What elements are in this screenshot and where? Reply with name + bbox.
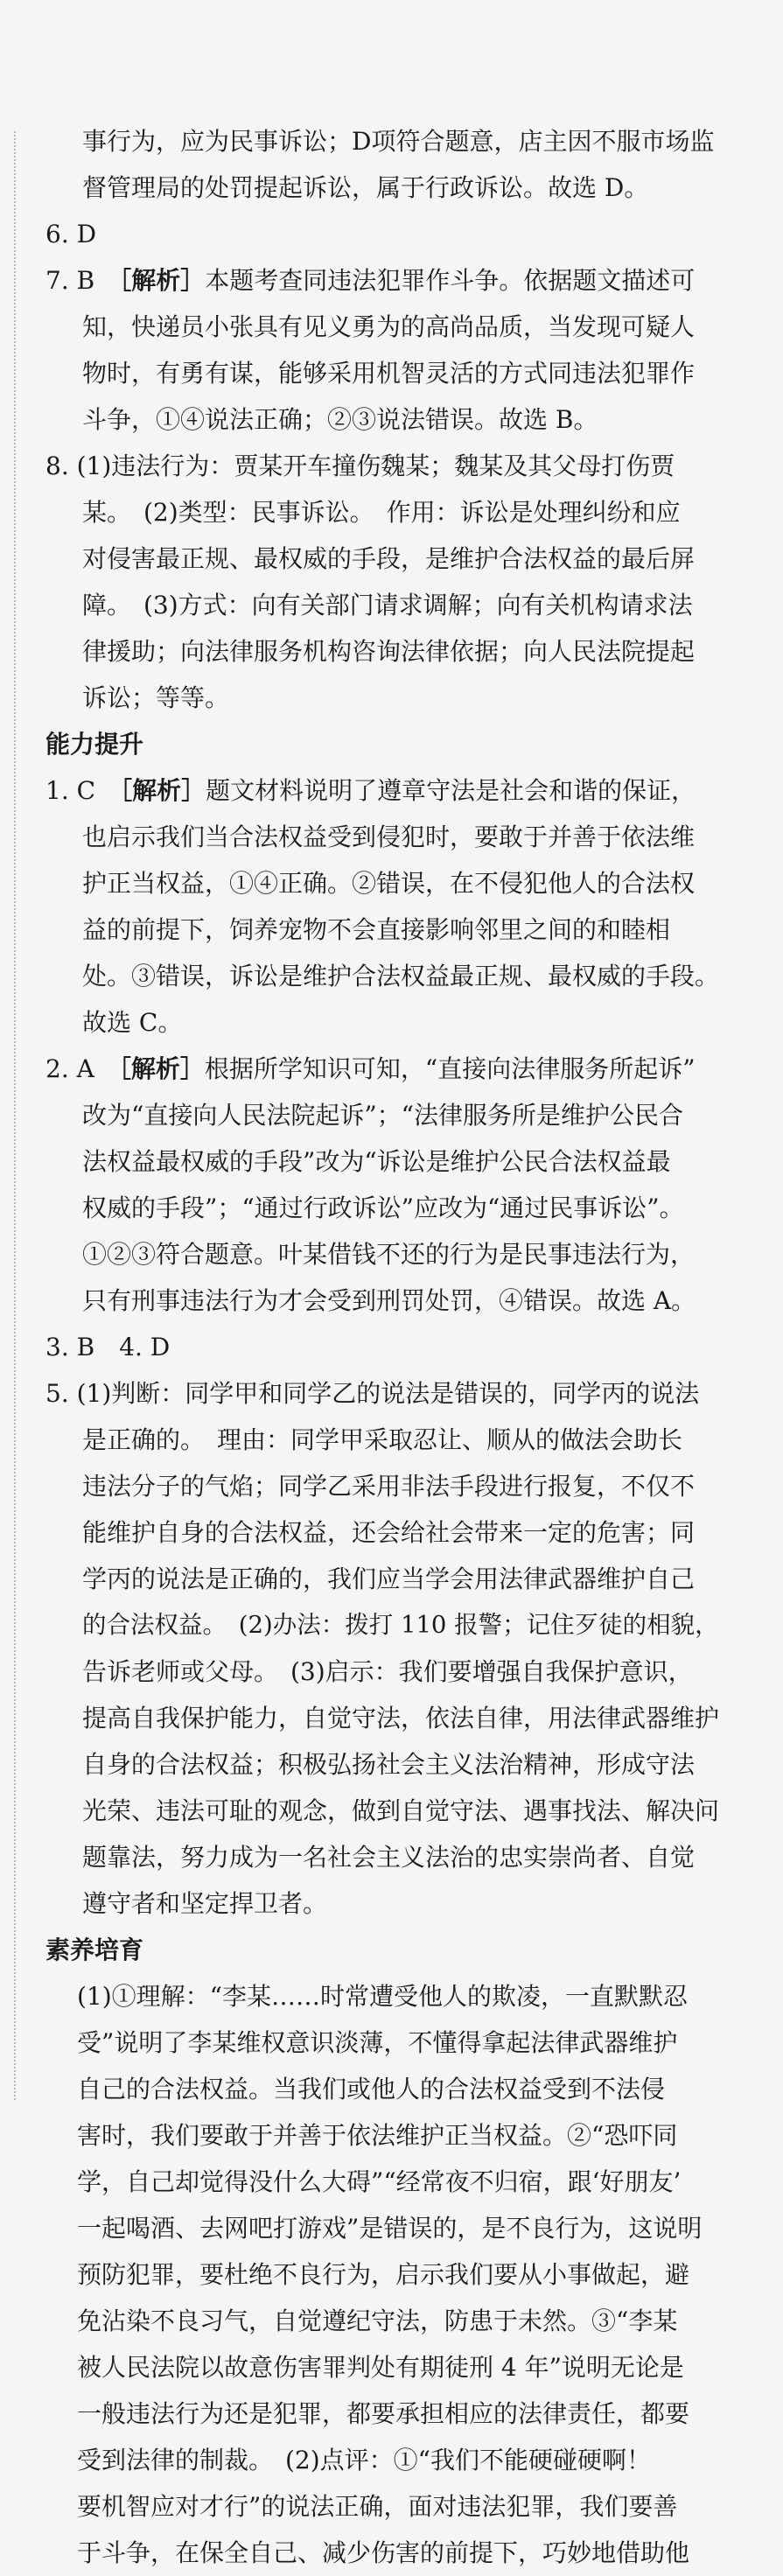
- literacy-line: 于斗争，在保全自己、减少伤害的前提下，巧妙地借助他: [77, 2538, 690, 2567]
- literacy-line: 一起喝酒、去网吧打游戏”是错误的，是不良行为，这说明: [77, 2214, 703, 2243]
- answer-a5-line: 题靠法，努力成为一名社会主义法治的忠实崇尚者、自觉: [82, 1843, 696, 1872]
- answer-a2-line: ①②③符合题意。叶某借钱不还的行为是民事违法行为，: [82, 1240, 696, 1269]
- answer-a2-first-line: [45, 1046, 726, 1092]
- answer-a2-line: 法权益最权威的手段”改为“诉讼是维护公民合法权益最: [82, 1147, 671, 1176]
- answer-a5-line: 遵守者和坚定捍卫者。: [82, 1889, 328, 1918]
- literacy-line: 学，自己却觉得没什么大碍”“经常夜不归宿，跟‘好朋友’: [77, 2167, 682, 2196]
- section-heading-literacy: 素养培育: [45, 1936, 144, 1964]
- answer-q8-line: 律援助；向法律服务机构咨询法律依据；向人民法院提起: [82, 637, 696, 666]
- answer-a3-a4: 3. B 4. D: [45, 1333, 171, 1362]
- answer-a5-line: 能维护自身的合法权益，还会给社会带来一定的危害；同: [82, 1518, 696, 1547]
- literacy-line: 预防犯罪，要杜绝不良行为，启示我们要从小事做起，避: [77, 2260, 690, 2289]
- answer-q8-line: 某。 (2)类型：民事诉讼。 作用：诉讼是处理纠纷和应: [82, 498, 681, 527]
- answer-q7-first-line: [45, 257, 726, 304]
- answer-a5-line: 提高自我保护能力，自觉守法，依法自律，用法律武器维护: [82, 1704, 720, 1732]
- binding-margin-line: [14, 131, 16, 2100]
- answer-a1-line: 护正当权益，①④正确。②错误，在不侵犯他人的合法权: [82, 869, 696, 898]
- literacy-line: 受”说明了李某维权意识淡薄，不懂得拿起法律武器维护: [77, 2028, 678, 2057]
- answer-q8-first-line: 8. (1)违法行为：贾某开车撞伤魏某；魏某及其父母打伤贾: [45, 452, 675, 480]
- answer-a5-line: 告诉老师或父母。 (3)启示：我们要增强自我保护意识，: [82, 1657, 693, 1686]
- analysis-tag: ［解析］: [120, 776, 206, 805]
- literacy-line: 受到法律的制裁。 (2)点评：①“我们不能硬碰硬啊！: [77, 2446, 651, 2474]
- answer-a5-first-line: 5. (1)判断：同学甲和同学乙的说法是错误的，同学丙的说法: [45, 1379, 700, 1408]
- section-heading-ability: 能力提升: [45, 730, 144, 759]
- literacy-line: 害时，我们要敢于并善于依法维护正当权益。②“恐吓同: [77, 2121, 678, 2150]
- literacy-line: 自己的合法权益。当我们或他人的合法权益受到不法侵: [77, 2075, 666, 2104]
- answer-number: 1. C: [45, 776, 96, 805]
- answer-a5-line: 是正确的。 理由：同学甲采取忍让、顺从的做法会助长: [82, 1425, 683, 1454]
- literacy-line: 免沾染不良习气，自觉遵纪守法，防患于未然。③“李某: [77, 2306, 678, 2335]
- analysis-tag: ［解析］: [118, 1054, 205, 1083]
- literacy-line: 要机智应对才行”的说法正确，面对违法犯罪，我们要善: [77, 2492, 678, 2521]
- answer-a5-line: 违法分子的气焰；同学乙采用非法手段进行报复，不仅不: [82, 1472, 696, 1501]
- answer-q8-line: 障。 (3)方式：向有关部门请求调解；向有关机构请求法: [82, 591, 693, 620]
- answer-a1-line: 益的前提下，饲养宠物不会直接影响邻里之间的和睦相: [82, 915, 671, 944]
- answer-a2-line: 只有刑事违法行为才会受到刑罚处罚，④错误。故选 A。: [82, 1286, 696, 1315]
- answer-a5-line: 光荣、违法可耻的观念，做到自觉守法、遇事找法、解决问: [82, 1796, 720, 1825]
- answer-a2-line: 改为“直接向人民法院起诉”；“法律服务所是维护公民合: [82, 1101, 683, 1130]
- answer-q8-line: 诉讼；等等。: [82, 683, 230, 712]
- answer-text: 本题考查同违法犯罪作斗争。依据题文描述可: [205, 266, 696, 295]
- answer-q8-line: 对侵害最正规、最权威的手段，是维护合法权益的最后屏: [82, 544, 696, 573]
- literacy-line: 被人民法院以故意伤害罪判处有期徒刑 4 年”说明无论是: [77, 2353, 684, 2382]
- answer-q7-line: 知，快递员小张具有见义勇为的高尚品质，当发现可疑人: [82, 312, 696, 341]
- answer-number: 2. A: [45, 1054, 94, 1083]
- literacy-first-line: (1)①理解：“李某……时常遭受他人的欺凌，一直默默忍: [77, 1982, 688, 2011]
- answer-a5-line: 自身的合法权益；积极弘扬社会主义法治精神，形成守法: [82, 1750, 696, 1779]
- analysis-tag: ［解析］: [119, 266, 206, 295]
- answer-a1-first-line: [45, 767, 726, 814]
- answer-text: 根据所学知识可知，“直接向法律服务所起诉”: [204, 1054, 696, 1083]
- intro-line: 事行为，应为民事诉讼；D项符合题意，店主因不服市场监: [82, 127, 715, 156]
- literacy-line: 一般违法行为还是犯罪，都要承担相应的法律责任，都要: [77, 2399, 690, 2428]
- answer-a1-line: 故选 C。: [82, 1008, 183, 1037]
- answer-q6: 6. D: [45, 220, 97, 248]
- answer-a5-line: 的合法权益。 (2)办法：拨打 110 报警；记住歹徒的相貌，: [82, 1611, 719, 1639]
- answer-number: 7. B: [45, 266, 95, 295]
- answer-a2-line: 权威的手段”；“通过行政诉讼”应改为“通过民事诉讼”。: [82, 1194, 684, 1222]
- answer-q7-line: 物时，有勇有谋，能够采用机智灵活的方式同违法犯罪作: [82, 359, 696, 388]
- answer-q7-line: 斗争，①④说法正确；②③说法错误。故选 B。: [82, 405, 598, 434]
- intro-line: 督管理局的处罚提起诉讼，属于行政诉讼。故选 D。: [82, 173, 649, 202]
- answer-a1-line: 也启示我们当合法权益受到侵犯时，要敢于并善于依法维: [82, 822, 696, 851]
- answer-a5-line: 学丙的说法是正确的，我们应当学会用法律武器维护自己: [82, 1564, 696, 1593]
- answer-a1-line: 处。③错误，诉讼是维护合法权益最正规、最权威的手段。: [82, 962, 720, 990]
- answer-content: [45, 118, 726, 2576]
- answer-text: 题文材料说明了遵章守法是社会和谐的保证，: [206, 776, 696, 805]
